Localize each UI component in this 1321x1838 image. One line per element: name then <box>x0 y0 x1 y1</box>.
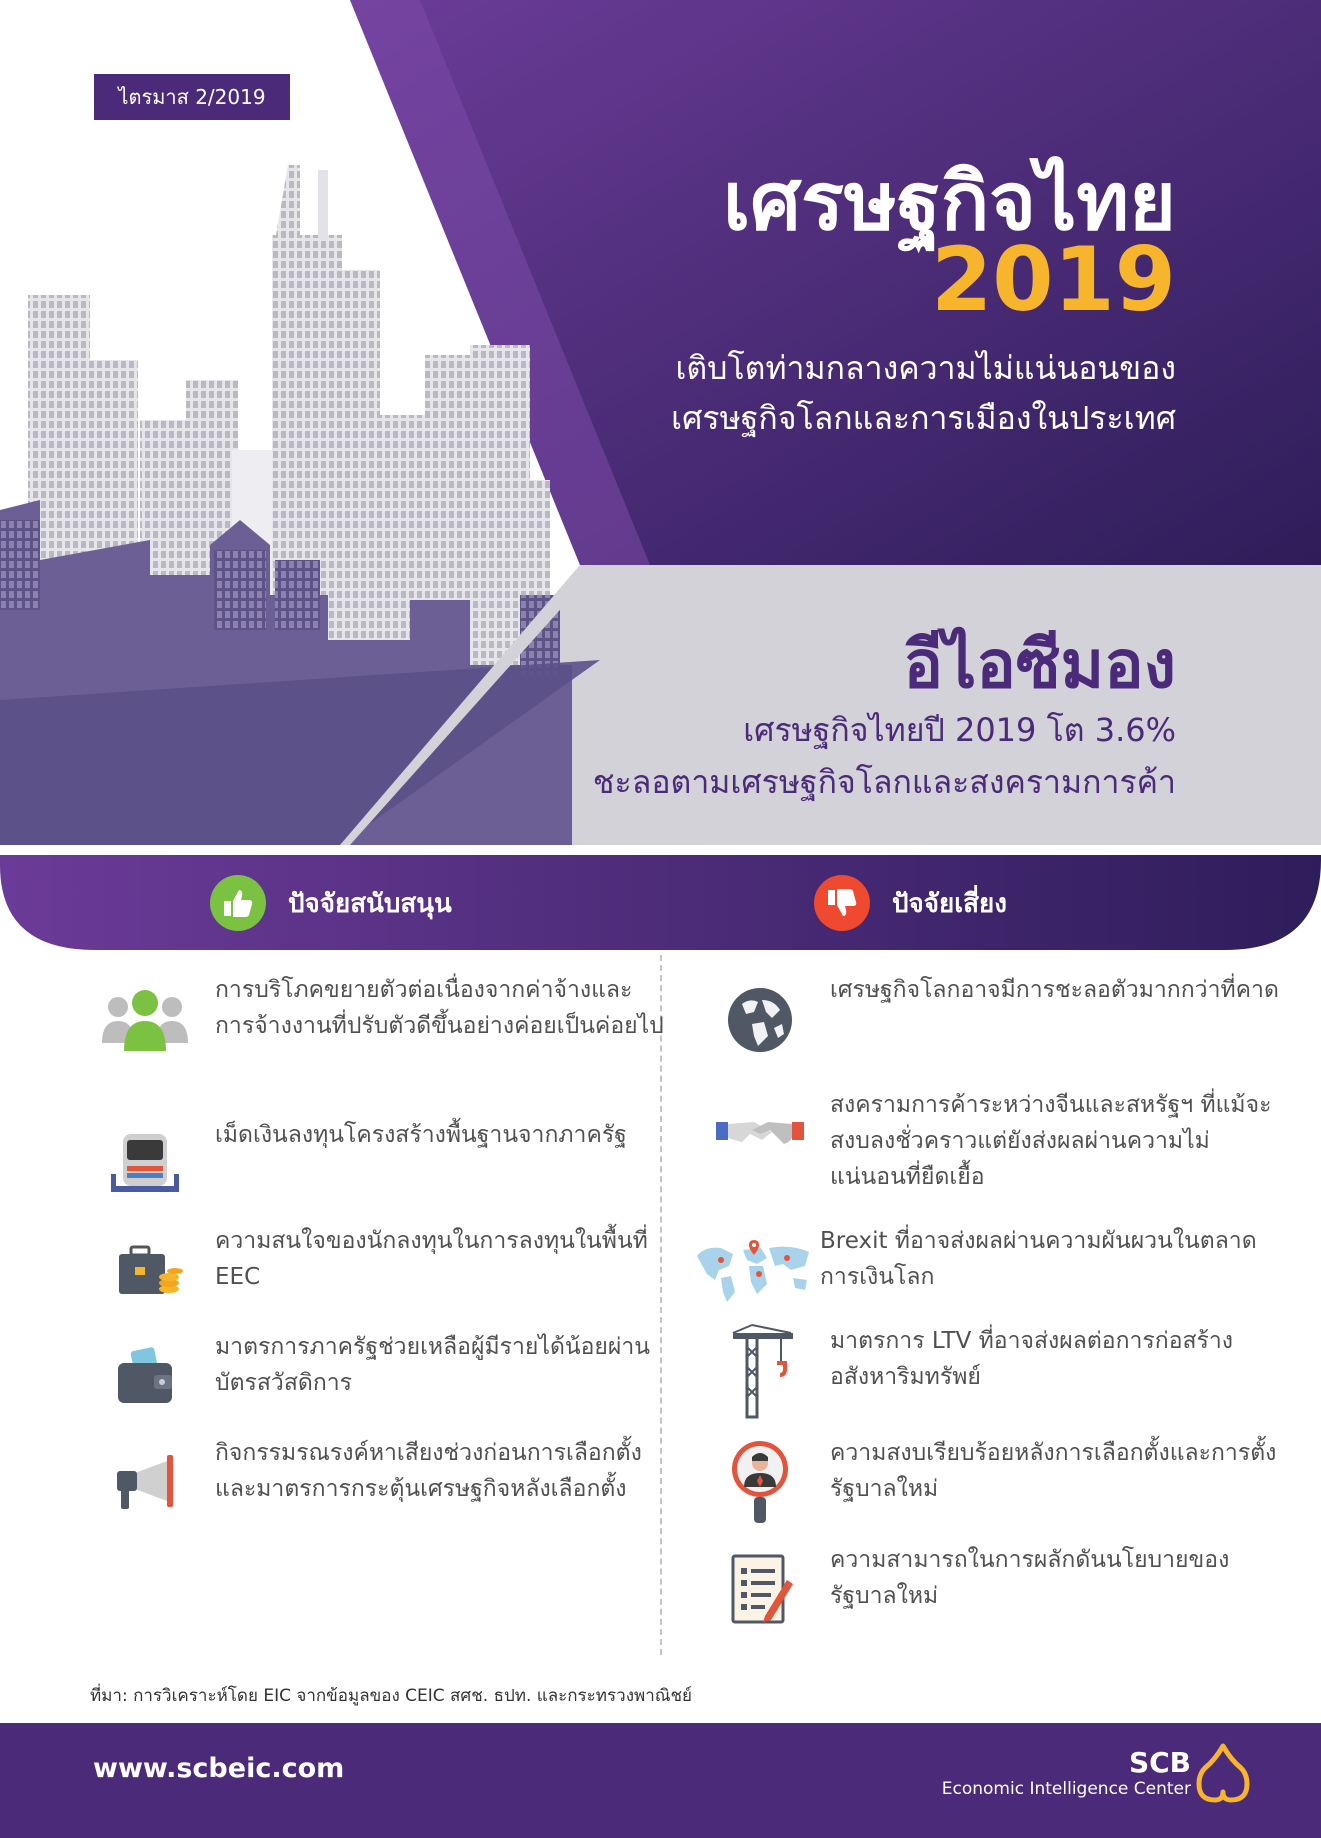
subtitle-line-1: เติบโตท่ามกลางความไม่แน่นอนของ <box>675 349 1176 387</box>
source-note: ที่มา: การวิเคราะห์โดย EIC จากข้อมูลของ CEIC สศช. ธปท. และกระทรวงพาณิชย์ <box>90 1686 693 1706</box>
quarter-badge: ไตรมาส 2/2019 <box>94 74 290 120</box>
briefcase-coins-icon <box>95 1221 195 1321</box>
support-item <box>95 1327 665 1427</box>
wallet-icon <box>95 1327 195 1427</box>
eic-view-title: อีไอซีมอง <box>903 626 1176 703</box>
risk-factors-title: ปัจจัยเสี่ยง <box>892 888 1007 919</box>
support-factors-header <box>210 873 452 933</box>
policy-document-icon <box>710 1540 810 1640</box>
risk-item <box>710 1433 1280 1533</box>
globe-icon <box>710 970 810 1070</box>
thumbs-down-icon <box>814 875 870 931</box>
risk-item-text: มาตรการ LTV ที่อาจส่งผลต่อการก่อสร้างอสังหาริมทรัพย์ <box>830 1328 1234 1390</box>
support-item-text: เม็ดเงินลงทุนโครงสร้างพื้นฐานจากภาครัฐ <box>215 1122 627 1148</box>
eic-summary-line-1: เศรษฐกิจไทยปี 2019 โต 3.6% <box>743 711 1176 749</box>
risk-item-text: ความสงบเรียบร้อยหลังการเลือกตั้งและการตั้งรัฐบาลใหม่ <box>830 1440 1277 1502</box>
support-item-text: มาตรการภาครัฐช่วยเหลือผู้มีรายได้น้อยผ่านบัตรสวัสดิการ <box>215 1334 651 1396</box>
page-title: เศรษฐกิจไทย <box>722 155 1176 248</box>
support-item-text: การบริโภคขยายตัวต่อเนื่องจากค่าจ้างและการจ้างงานที่ปรับตัวดีขึ้นอย่างค่อยเป็นค่อยไป <box>215 977 664 1039</box>
brand-center-name: Economic Intelligence Center <box>941 1779 1191 1799</box>
support-item-text: กิจกรรมรณรงค์หาเสียงช่วงก่อนการเลือกตั้งและมาตรการกระตุ้นเศรษฐกิจหลังเลือกตั้ง <box>215 1440 642 1502</box>
risk-item-text: Brexit ที่อาจส่งผลผ่านความผันผวนในตลาดการเงินโลก <box>820 1228 1257 1290</box>
support-item <box>95 1433 665 1533</box>
subtitle-line-2: เศรษฐกิจโลกและการเมืองในประเทศ <box>671 399 1176 437</box>
risk-item-text: เศรษฐกิจโลกอาจมีการชะลอตัวมากกว่าที่คาด <box>830 977 1279 1003</box>
support-item <box>95 1115 665 1215</box>
crane-icon <box>710 1321 810 1421</box>
scb-logo-icon <box>1195 1742 1251 1806</box>
support-item <box>95 1221 665 1321</box>
footer-brand <box>942 1748 1191 1800</box>
factor-header-band <box>0 855 1321 950</box>
risk-item <box>690 1221 1270 1321</box>
world-map-icon <box>690 1221 820 1321</box>
risk-item <box>710 1540 1280 1640</box>
handshake-icon <box>710 1085 810 1185</box>
risk-item <box>710 1085 1280 1195</box>
support-item-text: ความสนใจของนักลงทุนในการลงทุนในพื้นที่ EEC <box>215 1228 648 1290</box>
politician-icon <box>710 1433 810 1533</box>
megaphone-icon <box>95 1433 195 1533</box>
brand-name: SCB <box>1128 1746 1191 1779</box>
support-item <box>95 970 665 1070</box>
risk-item-text: ความสามารถในการผลักดันนโยบายของรัฐบาลใหม่ <box>830 1547 1230 1609</box>
support-factors-title: ปัจจัยสนับสนุน <box>288 888 452 919</box>
risk-item <box>710 970 1280 1070</box>
title-year: 2019 <box>931 228 1176 331</box>
risk-item <box>710 1321 1280 1421</box>
eic-summary-line-2: ชะลอตามเศรษฐกิจโลกและสงครามการค้า <box>592 763 1176 801</box>
risk-factors-header <box>814 873 1007 933</box>
website-link[interactable]: www.scbeic.com <box>93 1753 345 1784</box>
thumbs-up-icon <box>210 875 266 931</box>
risk-item-text: สงครามการค้าระหว่างจีนและสหรัฐฯ ที่แม้จะสงบลงชั่วคราวแต่ยังส่งผลผ่านความไม่แน่นอนที่ยืดเยื้อ <box>830 1092 1272 1190</box>
people-icon <box>95 970 195 1070</box>
train-icon <box>95 1115 195 1215</box>
